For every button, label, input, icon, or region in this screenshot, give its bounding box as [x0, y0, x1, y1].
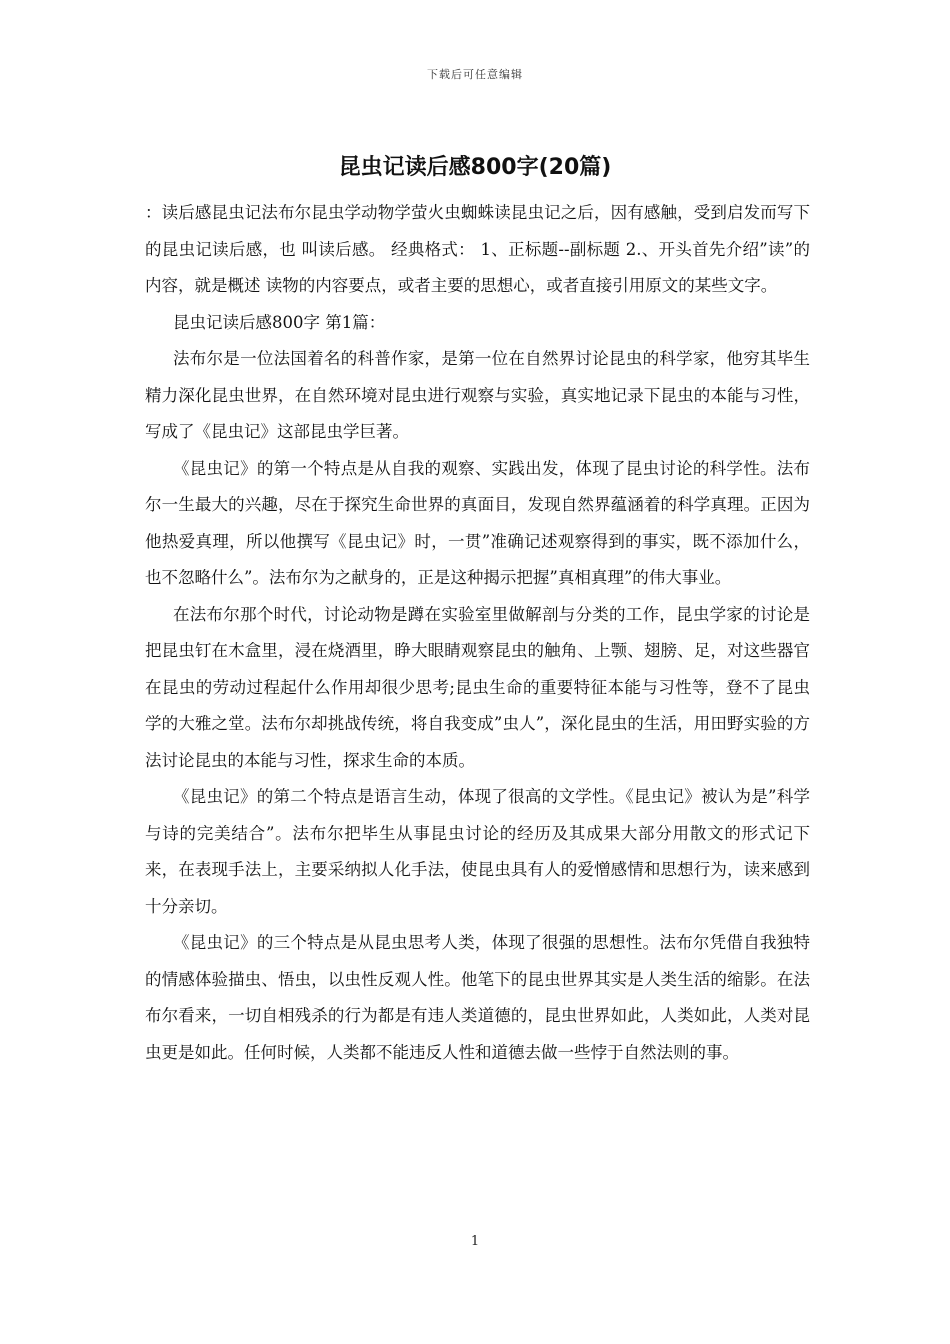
body-paragraph: 法布尔是一位法国着名的科普作家，是第一位在自然界讨论昆虫的科学家，他穷其毕生精力深化昆虫世界，在自然环境对昆虫进行观察与实验，真实地记录下昆虫的本能与习性，写成了《昆虫记》这部昆虫学巨著。 [145, 349, 810, 441]
document-body [145, 195, 810, 1071]
document-title: 昆虫记读后感800字(20篇) [338, 155, 612, 180]
header-note: 下载后可任意编辑 [427, 68, 523, 81]
intro-paragraph: ：读后感昆虫记法布尔昆虫学动物学萤火虫蜘蛛读昆虫记之后，因有感触，受到启发而写下的昆虫记读后感，也 叫读后感。 经典格式： 1、正标题--副标题 2.、开头首先介绍”读”的内容，就是概述 读物的内容要点，或者主要的思想心，或者直接引用原文的某些文字。 [145, 203, 810, 295]
section-heading: 昆虫记读后感800字 第1篇： [173, 312, 386, 332]
body-paragraph: 《昆虫记》的三个特点是从昆虫思考人类，体现了很强的思想性。法布尔凭借自我独特的情感体验描虫、悟虫，以虫性反观人性。他笔下的昆虫世界其实是人类生活的缩影。在法布尔看来，一切自相残杀的行为都是有违人类道德的，昆虫世界如此，人类如此，人类对昆虫更是如此。任何时候，人类都不能违反人性和道德去做一些悖于自然法则的事。 [145, 933, 810, 1062]
page-number: 1 [470, 1234, 480, 1249]
body-paragraph: 《昆虫记》的第二个特点是语言生动，体现了很高的文学性。《昆虫记》被认为是”科学与诗的完美结合”。法布尔把毕生从事昆虫讨论的经历及其成果大部分用散文的形式记下来，在表现手法上，主要采纳拟人化手法，使昆虫具有人的爱憎感情和思想行为，读来感到十分亲切。 [145, 787, 810, 916]
body-paragraph: 在法布尔那个时代，讨论动物是蹲在实验室里做解剖与分类的工作，昆虫学家的讨论是把昆虫钉在木盒里，浸在烧酒里，睁大眼睛观察昆虫的触角、上颚、翅膀、足，对这些器官在昆虫的劳动过程起什么作用却很少思考;昆虫生命的重要特征本能与习性等，登不了昆虫学的大雅之堂。法布尔却挑战传统，将自我变成”虫人”，深化昆虫的生活，用田野实验的方法讨论昆虫的本能与习性，探求生命的本质。 [145, 604, 810, 770]
body-paragraph: 《昆虫记》的第一个特点是从自我的观察、实践出发，体现了昆虫讨论的科学性。法布尔一生最大的兴趣，尽在于探究生命世界的真面目，发现自然界蕴涵着的科学真理。正因为他热爱真理，所以他撰写《昆虫记》时，一贯”准确记述观察得到的事实，既不添加什么，也不忽略什么”。法布尔为之献身的，正是这种揭示把握”真相真理”的伟大事业。 [145, 458, 810, 587]
